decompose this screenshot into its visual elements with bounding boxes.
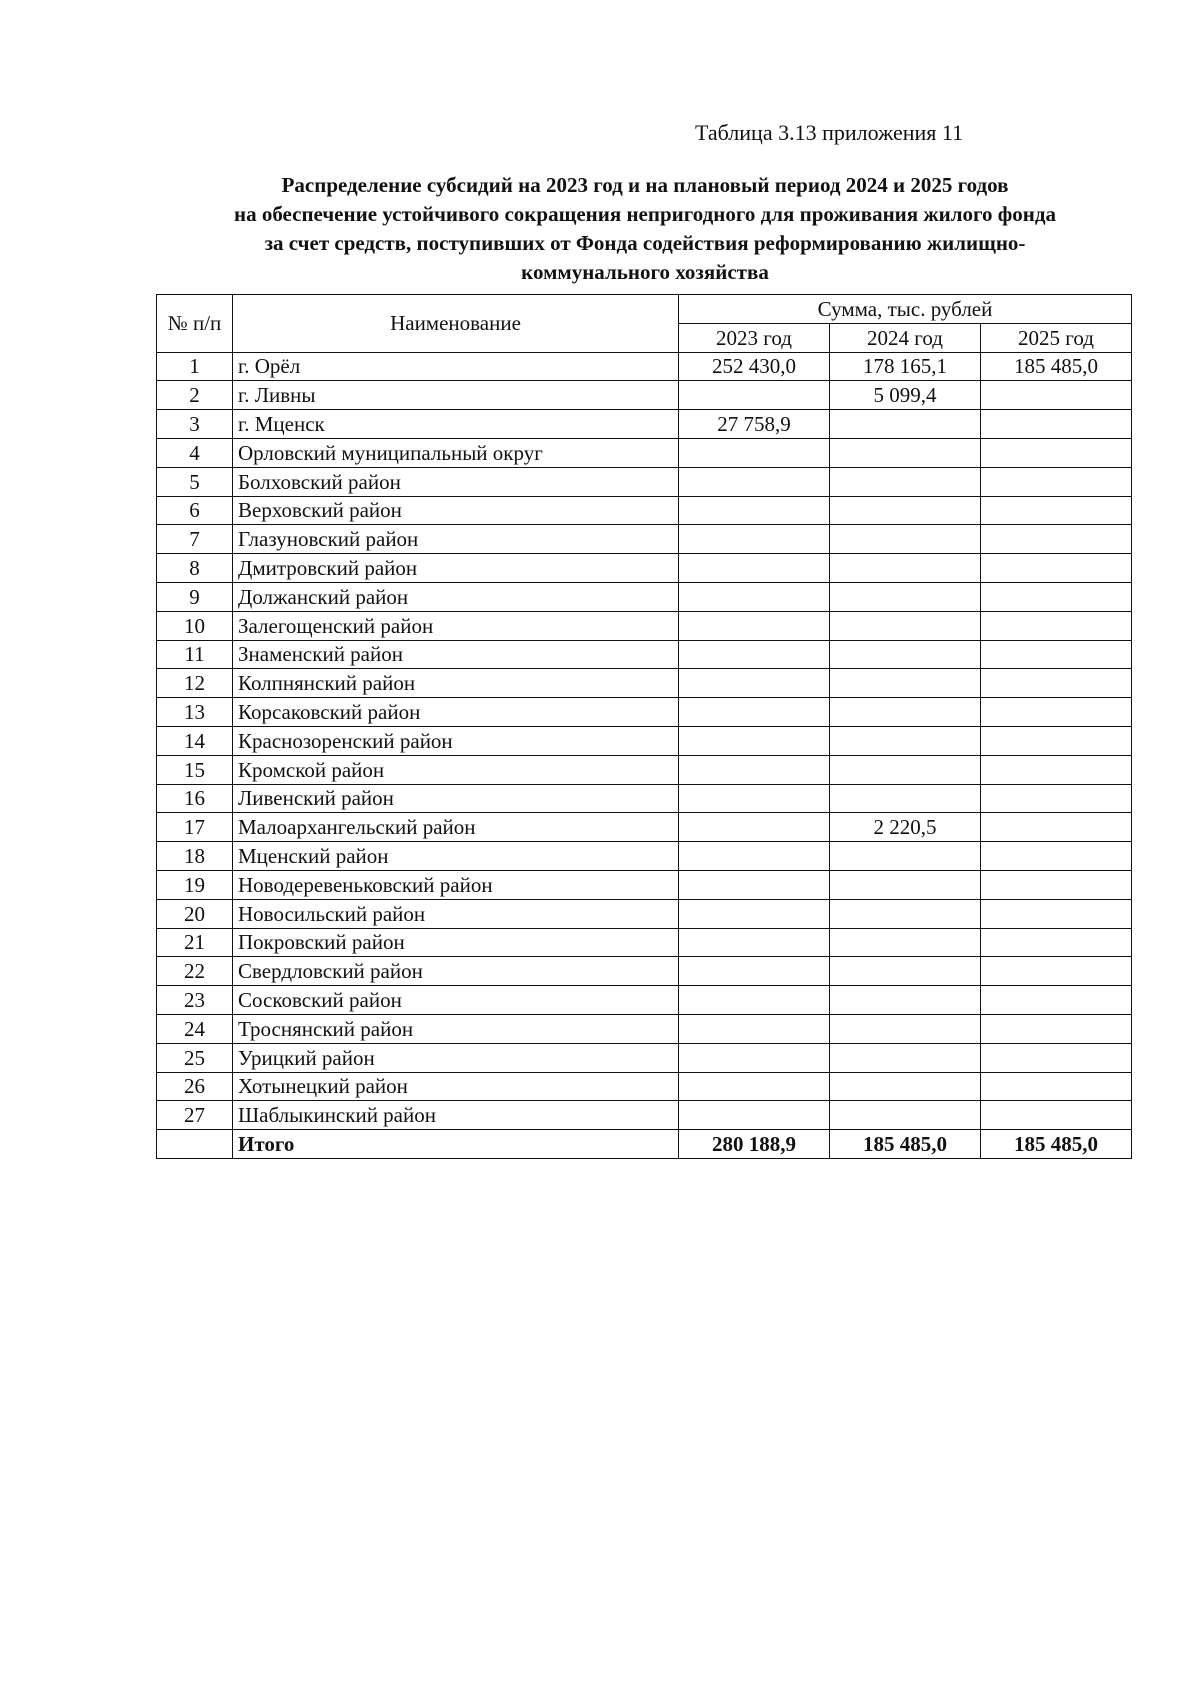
value-2023 bbox=[679, 496, 830, 525]
row-number: 21 bbox=[157, 928, 233, 957]
table-row bbox=[157, 1101, 1132, 1130]
row-number: 22 bbox=[157, 957, 233, 986]
row-number: 4 bbox=[157, 438, 233, 467]
row-number: 23 bbox=[157, 986, 233, 1015]
header-name: Наименование bbox=[233, 295, 679, 353]
row-number: 8 bbox=[157, 554, 233, 583]
row-name: Знаменский район bbox=[233, 640, 679, 669]
value-2025 bbox=[981, 496, 1132, 525]
row-name: Новодеревеньковский район bbox=[233, 870, 679, 899]
value-2025 bbox=[981, 726, 1132, 755]
row-name: Свердловский район bbox=[233, 957, 679, 986]
value-2024: 2 220,5 bbox=[830, 813, 981, 842]
value-2025 bbox=[981, 928, 1132, 957]
table-row bbox=[157, 842, 1132, 871]
row-number: 25 bbox=[157, 1043, 233, 1072]
total-label: Итого bbox=[233, 1130, 679, 1159]
row-number: 18 bbox=[157, 842, 233, 871]
value-2024 bbox=[830, 438, 981, 467]
value-2025: 185 485,0 bbox=[981, 352, 1132, 381]
value-2025 bbox=[981, 611, 1132, 640]
value-2025 bbox=[981, 813, 1132, 842]
row-name: Хотынецкий район bbox=[233, 1072, 679, 1101]
value-2025 bbox=[981, 1072, 1132, 1101]
table-row bbox=[157, 611, 1132, 640]
value-2024 bbox=[830, 554, 981, 583]
value-2024 bbox=[830, 1014, 981, 1043]
row-name: Корсаковский район bbox=[233, 698, 679, 727]
value-2023 bbox=[679, 899, 830, 928]
value-2025 bbox=[981, 784, 1132, 813]
value-2025 bbox=[981, 698, 1132, 727]
row-name: Новосильский район bbox=[233, 899, 679, 928]
value-2023 bbox=[679, 525, 830, 554]
row-name: Краснозоренский район bbox=[233, 726, 679, 755]
value-2025 bbox=[981, 842, 1132, 871]
value-2023 bbox=[679, 1043, 830, 1072]
value-2023 bbox=[679, 1072, 830, 1101]
table-row bbox=[157, 410, 1132, 439]
value-2025 bbox=[981, 870, 1132, 899]
row-number: 15 bbox=[157, 755, 233, 784]
row-name: Залегощенский район bbox=[233, 611, 679, 640]
value-2024 bbox=[830, 582, 981, 611]
value-2023 bbox=[679, 870, 830, 899]
header-row bbox=[157, 295, 1132, 324]
value-2023 bbox=[679, 438, 830, 467]
table-row bbox=[157, 554, 1132, 583]
value-2024 bbox=[830, 842, 981, 871]
value-2024 bbox=[830, 899, 981, 928]
row-name: Кромской район bbox=[233, 755, 679, 784]
value-2025 bbox=[981, 899, 1132, 928]
row-name: Шаблыкинский район bbox=[233, 1101, 679, 1130]
total-row bbox=[157, 1130, 1132, 1159]
value-2023 bbox=[679, 957, 830, 986]
value-2024 bbox=[830, 870, 981, 899]
row-number: 12 bbox=[157, 669, 233, 698]
header-year-2023: 2023 год bbox=[679, 323, 830, 352]
value-2024 bbox=[830, 640, 981, 669]
value-2023 bbox=[679, 611, 830, 640]
value-2025 bbox=[981, 467, 1132, 496]
row-name: Мценский район bbox=[233, 842, 679, 871]
table-row bbox=[157, 640, 1132, 669]
row-name: Глазуновский район bbox=[233, 525, 679, 554]
value-2024 bbox=[830, 611, 981, 640]
value-2023: 252 430,0 bbox=[679, 352, 830, 381]
value-2025 bbox=[981, 986, 1132, 1015]
table-caption: Таблица 3.13 приложения 11 bbox=[695, 120, 964, 145]
table-row bbox=[157, 928, 1132, 957]
row-name: Ливенский район bbox=[233, 784, 679, 813]
value-2023 bbox=[679, 726, 830, 755]
value-2024 bbox=[830, 1072, 981, 1101]
table-row bbox=[157, 582, 1132, 611]
value-2023 bbox=[679, 381, 830, 410]
row-number: 3 bbox=[157, 410, 233, 439]
value-2025 bbox=[981, 640, 1132, 669]
row-name: Колпнянский район bbox=[233, 669, 679, 698]
value-2025 bbox=[981, 438, 1132, 467]
value-2025 bbox=[981, 1014, 1132, 1043]
value-2023 bbox=[679, 842, 830, 871]
value-2023 bbox=[679, 1014, 830, 1043]
subsidy-table bbox=[156, 294, 1132, 1159]
value-2025 bbox=[981, 381, 1132, 410]
value-2025 bbox=[981, 410, 1132, 439]
value-2023 bbox=[679, 467, 830, 496]
row-number: 20 bbox=[157, 899, 233, 928]
row-name: г. Ливны bbox=[233, 381, 679, 410]
value-2024 bbox=[830, 410, 981, 439]
row-number: 5 bbox=[157, 467, 233, 496]
table-row bbox=[157, 1014, 1132, 1043]
table-row bbox=[157, 467, 1132, 496]
row-number: 26 bbox=[157, 1072, 233, 1101]
value-2025 bbox=[981, 669, 1132, 698]
value-2024 bbox=[830, 698, 981, 727]
value-2024 bbox=[830, 784, 981, 813]
row-name: Малоархангельский район bbox=[233, 813, 679, 842]
table-row bbox=[157, 438, 1132, 467]
table-row bbox=[157, 957, 1132, 986]
value-2025 bbox=[981, 755, 1132, 784]
row-name: г. Мценск bbox=[233, 410, 679, 439]
value-2023 bbox=[679, 669, 830, 698]
value-2024 bbox=[830, 525, 981, 554]
header-sum: Сумма, тыс. рублей bbox=[679, 295, 1132, 324]
header-year-2024: 2024 год bbox=[830, 323, 981, 352]
row-number: 27 bbox=[157, 1101, 233, 1130]
value-2023 bbox=[679, 755, 830, 784]
row-number: 1 bbox=[157, 352, 233, 381]
row-number: 24 bbox=[157, 1014, 233, 1043]
value-2025 bbox=[981, 957, 1132, 986]
value-2024 bbox=[830, 726, 981, 755]
value-2025 bbox=[981, 525, 1132, 554]
header-year-2025: 2025 год bbox=[981, 323, 1132, 352]
table-row bbox=[157, 1072, 1132, 1101]
row-name: Болховский район bbox=[233, 467, 679, 496]
table-row bbox=[157, 784, 1132, 813]
row-number: 11 bbox=[157, 640, 233, 669]
table-row bbox=[157, 899, 1132, 928]
value-2024 bbox=[830, 755, 981, 784]
value-2023 bbox=[679, 582, 830, 611]
title-line: Распределение субсидий на 2023 год и на плановый период 2024 и 2025 годов bbox=[281, 173, 1009, 197]
value-2024: 5 099,4 bbox=[830, 381, 981, 410]
total-number bbox=[157, 1130, 233, 1159]
table-row bbox=[157, 755, 1132, 784]
row-number: 9 bbox=[157, 582, 233, 611]
row-name: Троснянский район bbox=[233, 1014, 679, 1043]
title-line: коммунального хозяйства bbox=[521, 260, 769, 284]
value-2025 bbox=[981, 582, 1132, 611]
row-number: 14 bbox=[157, 726, 233, 755]
value-2023 bbox=[679, 640, 830, 669]
value-2024 bbox=[830, 496, 981, 525]
table-row bbox=[157, 525, 1132, 554]
value-2023 bbox=[679, 698, 830, 727]
row-number: 10 bbox=[157, 611, 233, 640]
header-no: № п/п bbox=[157, 295, 233, 353]
table-row bbox=[157, 381, 1132, 410]
table-row bbox=[157, 726, 1132, 755]
value-2023 bbox=[679, 813, 830, 842]
table-row bbox=[157, 813, 1132, 842]
value-2023 bbox=[679, 554, 830, 583]
value-2025 bbox=[981, 1043, 1132, 1072]
row-number: 19 bbox=[157, 870, 233, 899]
title-line: за счет средств, поступивших от Фонда содействия реформированию жилищно- bbox=[264, 231, 1026, 255]
table-row bbox=[157, 870, 1132, 899]
value-2024 bbox=[830, 669, 981, 698]
total-2023: 280 188,9 bbox=[679, 1130, 830, 1159]
row-name: Дмитровский район bbox=[233, 554, 679, 583]
row-name: Верховский район bbox=[233, 496, 679, 525]
value-2025 bbox=[981, 554, 1132, 583]
value-2023 bbox=[679, 928, 830, 957]
value-2024 bbox=[830, 928, 981, 957]
table-row bbox=[157, 669, 1132, 698]
row-number: 16 bbox=[157, 784, 233, 813]
value-2023 bbox=[679, 784, 830, 813]
value-2025 bbox=[981, 1101, 1132, 1130]
value-2024 bbox=[830, 467, 981, 496]
value-2024 bbox=[830, 1043, 981, 1072]
row-number: 13 bbox=[157, 698, 233, 727]
row-name: Урицкий район bbox=[233, 1043, 679, 1072]
value-2024 bbox=[830, 1101, 981, 1130]
row-name: Орловский муниципальный округ bbox=[233, 438, 679, 467]
row-name: Покровский район bbox=[233, 928, 679, 957]
value-2023 bbox=[679, 1101, 830, 1130]
value-2023 bbox=[679, 986, 830, 1015]
table-row bbox=[157, 352, 1132, 381]
table-row bbox=[157, 986, 1132, 1015]
title-line: на обеспечение устойчивого сокращения непригодного для проживания жилого фонда bbox=[233, 202, 1057, 226]
table-row bbox=[157, 1043, 1132, 1072]
total-2024: 185 485,0 bbox=[830, 1130, 981, 1159]
value-2023: 27 758,9 bbox=[679, 410, 830, 439]
row-number: 2 bbox=[157, 381, 233, 410]
total-2025: 185 485,0 bbox=[981, 1130, 1132, 1159]
table-row bbox=[157, 698, 1132, 727]
row-name: Сосковский район bbox=[233, 986, 679, 1015]
table-row bbox=[157, 496, 1132, 525]
row-number: 6 bbox=[157, 496, 233, 525]
row-name: Должанский район bbox=[233, 582, 679, 611]
row-number: 17 bbox=[157, 813, 233, 842]
value-2024: 178 165,1 bbox=[830, 352, 981, 381]
value-2024 bbox=[830, 986, 981, 1015]
row-name: г. Орёл bbox=[233, 352, 679, 381]
document-title bbox=[150, 171, 1140, 287]
row-number: 7 bbox=[157, 525, 233, 554]
value-2024 bbox=[830, 957, 981, 986]
